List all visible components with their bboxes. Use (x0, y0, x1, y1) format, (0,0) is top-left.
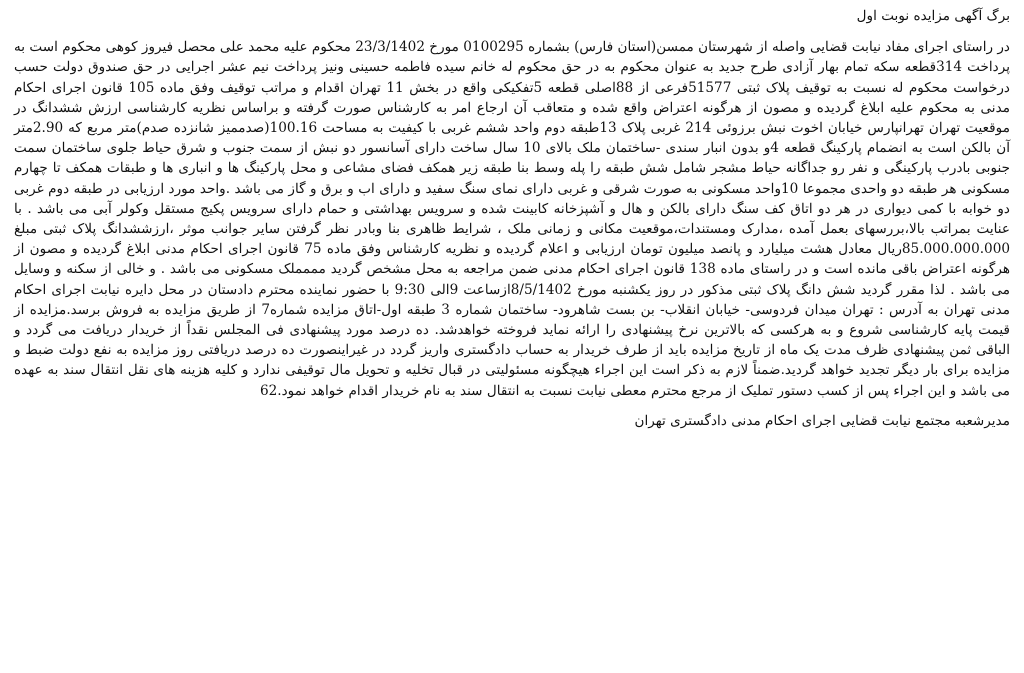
auction-notice (14, 6, 1010, 431)
notice-signature: مدیرشعبه مجتمع نیابت قضایی اجرای احکام مدنی دادگستری تهران (634, 412, 1010, 429)
notice-body: در راستای اجرای مفاد نیابت قضایی واصله از شهرستان ممسن(استان فارس) بشماره 0100295 مورخ 23/3/1402 محکوم علیه محمد علی محصل فیروز کوهی محکوم است به پرداخت 314قطعه سکه تمام بهار آزادی طرح جدید به عنوان محکوم به در حق محکوم له خانم سیده فاطمه حسینی ونیز پرداخت نیم عشر اجرایی در حق صندوق دولت حسب درخواست محکوم له نسبت به توقیف پلاک ثبتی 51577فرعی از 88اصلی قطعه 5تفکیکی واقع در بخش 11 تهران اقدام و مراتب توقیف وفق ماده 105 قانون اجرای احکام مدنی به محکوم علیه ابلاغ گردیده و مصون از هرگونه اعتراض واقع شده و متعاقب آن ارجاع امر به کارشناس صورت گرفته و براساس نظریه کارشناسی ارزش ششدانگ در موقعیت تهران تهرانپارس خیابان اخوت نبش برزوئی 214 غربی پلاک 13طبقه دوم واحد ششم غربی با کیفیت به مساحت 100.16(صدممیز شانزده صدم)متر مربع که 2.90متر آن بالکن است به انضمام پارکینگ قطعه 4و بدون انبار سندی -ساختمان ملک بالای 10 سال ساخت دارای آسانسور دو نبش از سمت جنوب و شرق حیاط جلوی ساختمان سمت جنوبی بادرب پارکینگی و نفر رو جداگانه حیاط مشجر شامل شش طبقه را پله وسط بنا طبقه زیر همکف فضای مشاعی و محل پارکینگ ها و انباری ها و طبقات همکف تا چهارم مسکونی هر طبقه دو واحدی مجموعا 10واحد مسکونی به صورت شرقی و غربی دارای نمای سنگ سفید و دارای اب و برق و گاز می باشد .واحد مورد ارزیابی در طبقه دوم غربی دو خوابه با کمی دیواری در هر دو اتاق کف سنگ دارای بالکن و هال و آشپزخانه کابینت شده و سرویس بهداشتی و حمام دارای سرویس پکیج مستقل وکولر آبی می باشد . با عنایت بمراتب بالا،بررسهای بعمل آمده ،مدارک ومستندات،موقعیت مکانی و زمانی ملک ، شرایط ظاهری بنا وبادر نظر گرفتن سایر جوانب موثر ،ارزششدانگ پلاک ثبتی مبلغ 85.000.000.000ریال معادل هشت میلیارد و پانصد میلیون تومان ارزیابی و اعلام گردیده و نظریه کارشناس وفق ماده 75 قانون اجرای احکام مدنی ابلاغ گردیده و مصون از هرگونه اعتراض باقی مانده است و در راستای ماده 138 قانون اجرای احکام مدنی ضمن مراجعه به محل مشخص گردید مممملک مسکونی می باشد . و خالی از سکنه و وسایل می باشد . لذا مقرر گردید شش دانگ پلاک ثبتی مذکور در روز یکشنبه مورخ 8/5/1402ازساعت 9الی 9:30 با حضور نماینده محترم دادستان در محل دایره نیابت اجرای احکام مدنی تهران به آدرس : تهران میدان فردوسی- خیابان انقلاب- بن بست شاهرود- ساختمان شماره 3 طبقه اول-اتاق مزایده شماره7 از طریق مزایده به فروش برسد.مزایده از قیمت پایه کارشناسی شروع و به هرکسی که بالاترین نرخ پیشنهادی را ارائه نماید فروخته خواهدشد. ده درصد مورد پیشنهادی فی المجلس نقداً از خریدار دریافت می گردد و الباقی ثمن پیشنهادی ظرف مدت یک ماه از تاریخ مزایده باید از طرف خریدار به حساب دادگستری واریز گردد در غیراینصورت ده درصد دریافتی روز مزایده به نفع دولت ضبط و مزایده برای بار دیگر تجدید خواهد گردید.ضمناً لازم به ذکر است این اجراء هیچگونه مسئولیتی در قبال تخلیه و تحویل مال توقیفی ندارد و کلیه هزینه های نقل انتقال سند به عهده می باشد و این اجراء پس از کسب دستور تملیک از مرجع محترم معطی نیابت نسبت به انتقال سند به نام خریدار اقدام خواهد نمود.62 (14, 39, 1011, 399)
notice-heading: برگ آگهی مزایده نوبت اول (856, 8, 1010, 24)
